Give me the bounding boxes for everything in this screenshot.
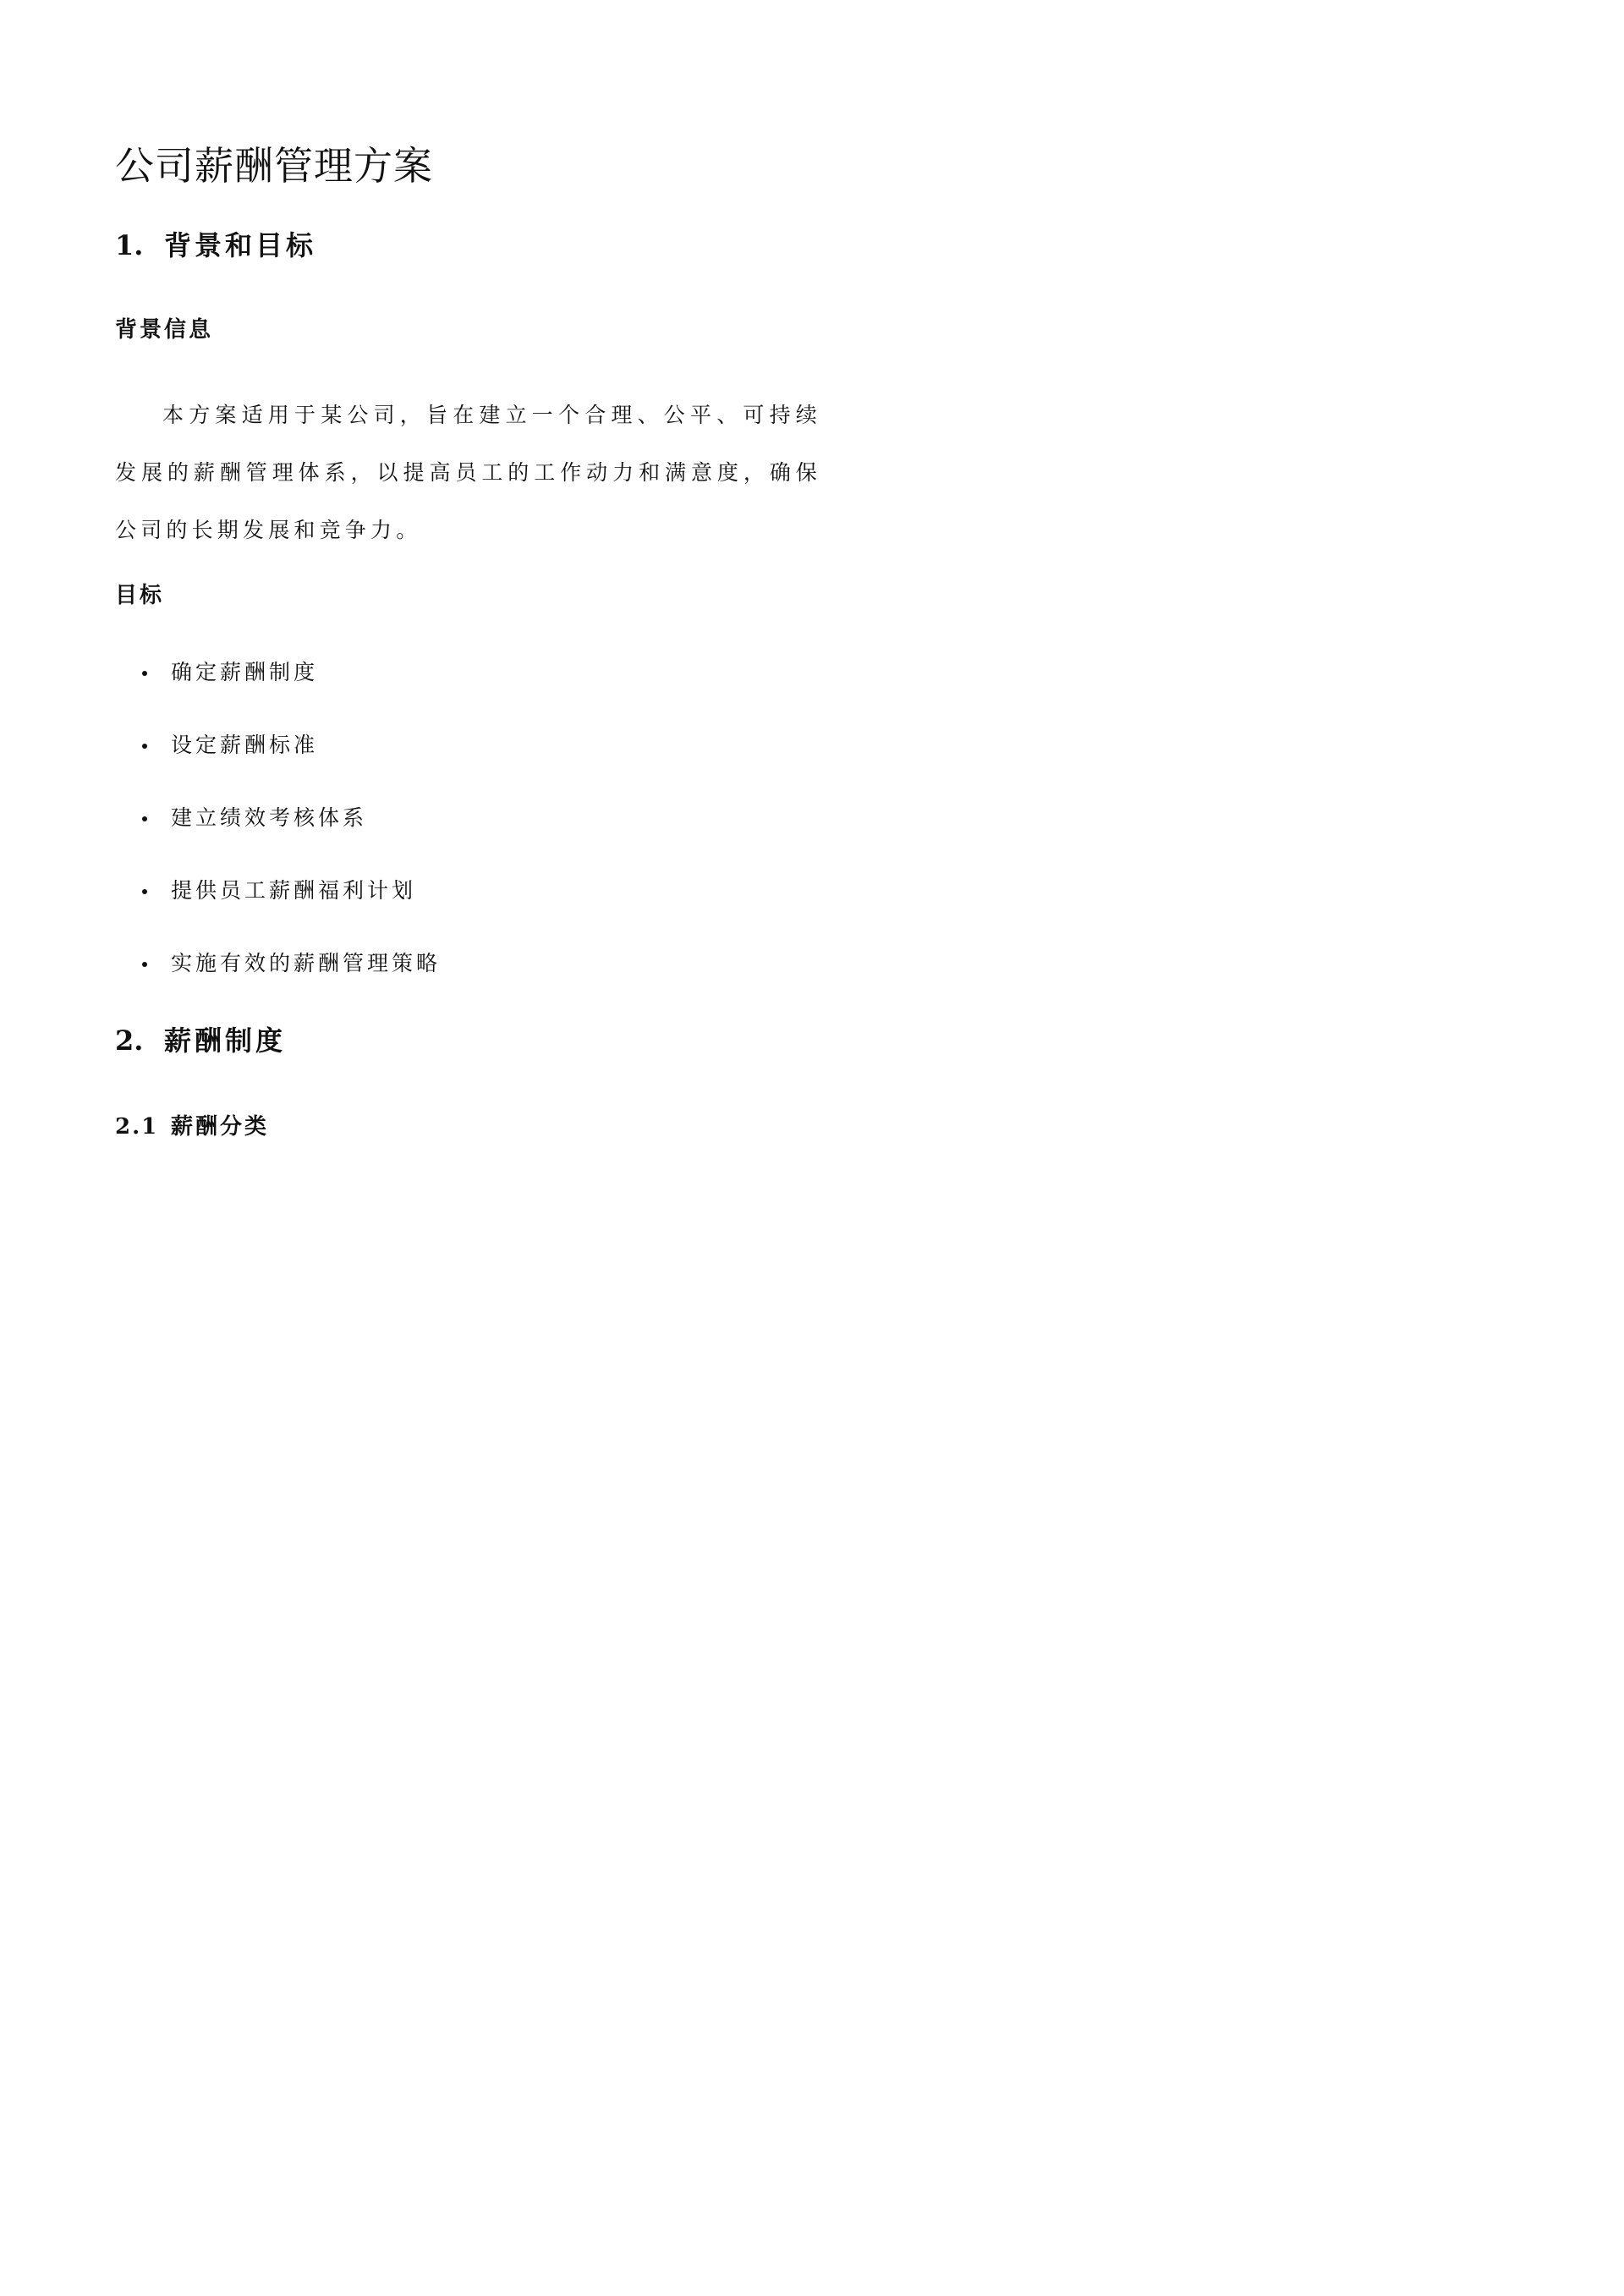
list-item [115,795,441,868]
list-item [115,722,441,795]
section-heading-background-and-goals [115,227,316,264]
section-title: 背景和目标 [164,229,317,261]
section-heading-compensation-system [115,1022,286,1059]
section-title: 薪酬制度 [164,1024,287,1057]
bullet-icon [142,962,147,967]
bullet-icon [142,889,147,894]
goal-text: 建立绩效考核体系 [171,805,368,830]
goal-text: 设定薪酬标准 [171,733,319,757]
section-number: 1. [115,229,144,261]
page-title: 公司薪酬管理方案 [115,142,433,189]
background-paragraph: 本方案适用于某公司，旨在建立一个合理、公平、可持续发展的薪酬管理体系，以提高员工的工作动力和满意度，确保公司的长期发展和竞争力。 [115,403,821,542]
bullet-icon [142,671,147,676]
subsection-heading-compensation-categories [115,1112,269,1142]
list-item [115,868,441,941]
section-number: 2. [115,1024,144,1057]
goal-text: 提供员工薪酬福利计划 [171,878,417,903]
bullet-icon [142,816,147,821]
goals-list [115,650,441,1013]
subsection-number: 2.1 [115,1114,159,1140]
subsection-title: 薪酬分类 [171,1114,270,1140]
goal-text: 实施有效的薪酬管理策略 [171,951,442,975]
goal-text: 确定薪酬制度 [171,660,319,684]
subheading-background-info: 背景信息 [115,317,214,343]
document-page [0,0,935,1322]
list-item [115,941,441,1013]
list-item [115,650,441,722]
bullet-icon [142,744,147,749]
subheading-goals: 目标 [115,583,165,608]
